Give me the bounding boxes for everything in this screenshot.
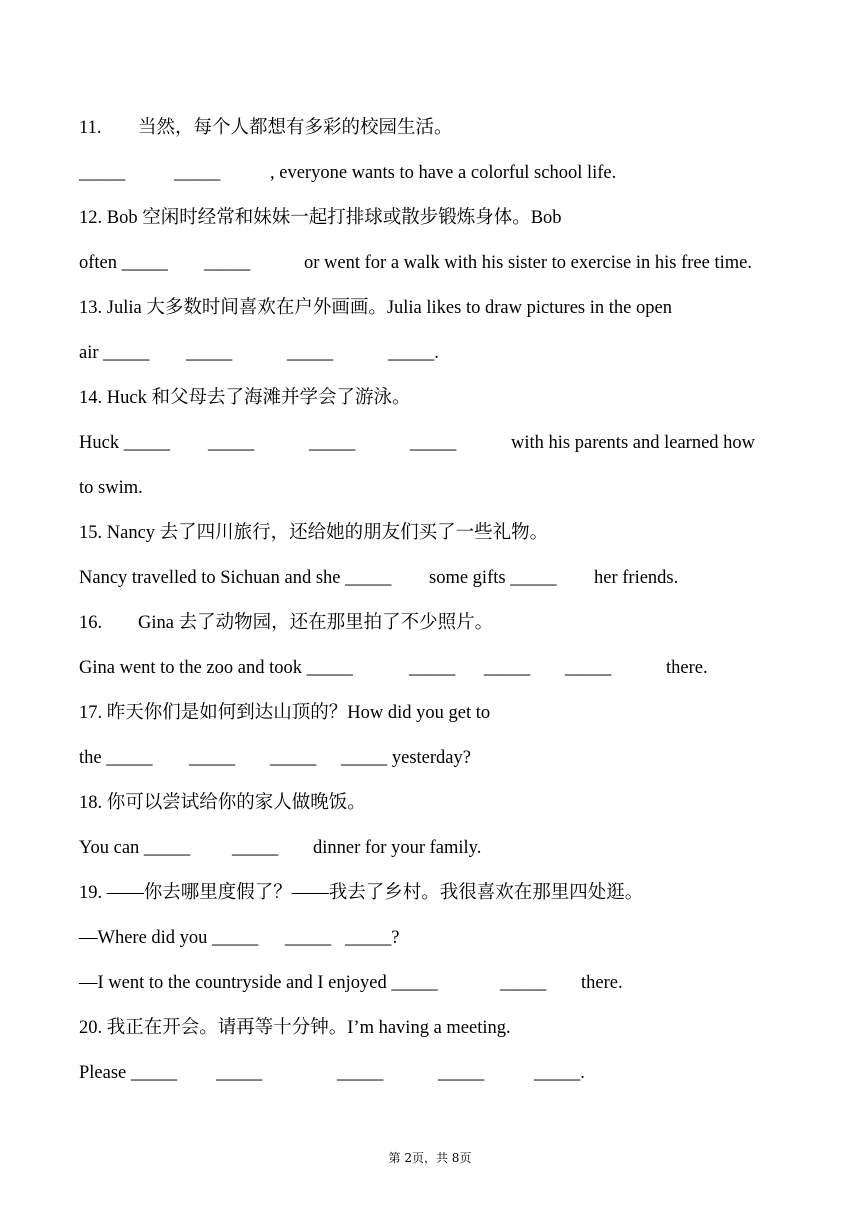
question-text: 12. Bob 空闲时经常和妹妹一起打排球或散步锻炼身体。Bob: [79, 208, 562, 228]
answer-text: , everyone wants to have a colorful school life.: [270, 163, 617, 183]
answer-text: Gina went to the zoo and took _____: [79, 658, 353, 678]
answer-text: or went for a walk with his sister to exercise in his free time.: [304, 253, 752, 273]
blank-text: _____: [208, 433, 255, 453]
blank-text: _____: [189, 748, 236, 768]
answer-text: Nancy travelled to Sichuan and she _____: [79, 568, 392, 588]
question-number: 11.: [79, 118, 102, 138]
answer-text: often _____: [79, 253, 168, 273]
blank-text: _____.: [534, 1063, 585, 1083]
blank-text: _____: [232, 838, 279, 858]
blank-text: _____: [309, 433, 356, 453]
answer-text: You can _____: [79, 838, 191, 858]
question-text: 14. Huck 和父母去了海滩并学会了游泳。: [79, 388, 411, 408]
blank-text: _____: [500, 973, 547, 993]
blank-text: _____: [410, 433, 457, 453]
blank-text: _____: [565, 658, 612, 678]
blank-text: _____: [79, 163, 126, 183]
blank-text: _____: [174, 163, 221, 183]
answer-text: her friends.: [594, 568, 679, 588]
answer-text: _____?: [345, 928, 400, 948]
answer-text: Please _____: [79, 1063, 178, 1083]
blank-text: _____: [438, 1063, 485, 1083]
answer-text: with his parents and learned how: [511, 433, 756, 453]
blank-text: _____: [484, 658, 531, 678]
answer-text: some gifts _____: [429, 568, 557, 588]
answer-text: to swim.: [79, 478, 143, 498]
blank-text: _____: [270, 748, 317, 768]
question-number: 16.: [79, 613, 103, 633]
answer-text: dinner for your family.: [313, 838, 482, 858]
question-text: Gina 去了动物园，还在那里拍了不少照片。: [138, 613, 494, 633]
answer-text: the _____: [79, 748, 153, 768]
answer-text: there.: [666, 658, 708, 678]
blank-text: _____: [409, 658, 456, 678]
blank-text: _____: [186, 343, 233, 363]
blank-text: _____: [204, 253, 251, 273]
blank-text: _____: [287, 343, 334, 363]
question-text: 18. 你可以尝试给你的家人做晚饭。: [79, 793, 366, 813]
question-text: 20. 我正在开会。请再等十分钟。I’m having a meeting.: [79, 1018, 511, 1038]
answer-text: there.: [581, 973, 623, 993]
answer-text: air _____: [79, 343, 150, 363]
question-text: 当然，每个人都想有多彩的校园生活。: [138, 118, 453, 138]
blank-text: _____: [216, 1063, 263, 1083]
answer-text: Huck _____: [79, 433, 170, 453]
question-text: 19. ——你去哪里度假了？——我去了乡村。我很喜欢在那里四处逛。: [79, 883, 644, 903]
blank-text: _____: [285, 928, 332, 948]
page-number-footer: 第 2页，共 8页: [388, 1151, 472, 1165]
answer-text: —Where did you _____: [79, 928, 259, 948]
question-text: 17. 昨天你们是如何到达山顶的？How did you get to: [79, 703, 491, 723]
answer-text: —I went to the countryside and I enjoyed _____: [79, 973, 438, 993]
answer-text: _____ yesterday?: [341, 748, 471, 768]
blank-text: _____.: [388, 343, 439, 363]
blank-text: _____: [337, 1063, 384, 1083]
question-text: 15. Nancy 去了四川旅行，还给她的朋友们买了一些礼物。: [79, 523, 549, 543]
question-text: 13. Julia 大多数时间喜欢在户外画画。Julia likes to draw pictures in the open: [79, 298, 672, 318]
